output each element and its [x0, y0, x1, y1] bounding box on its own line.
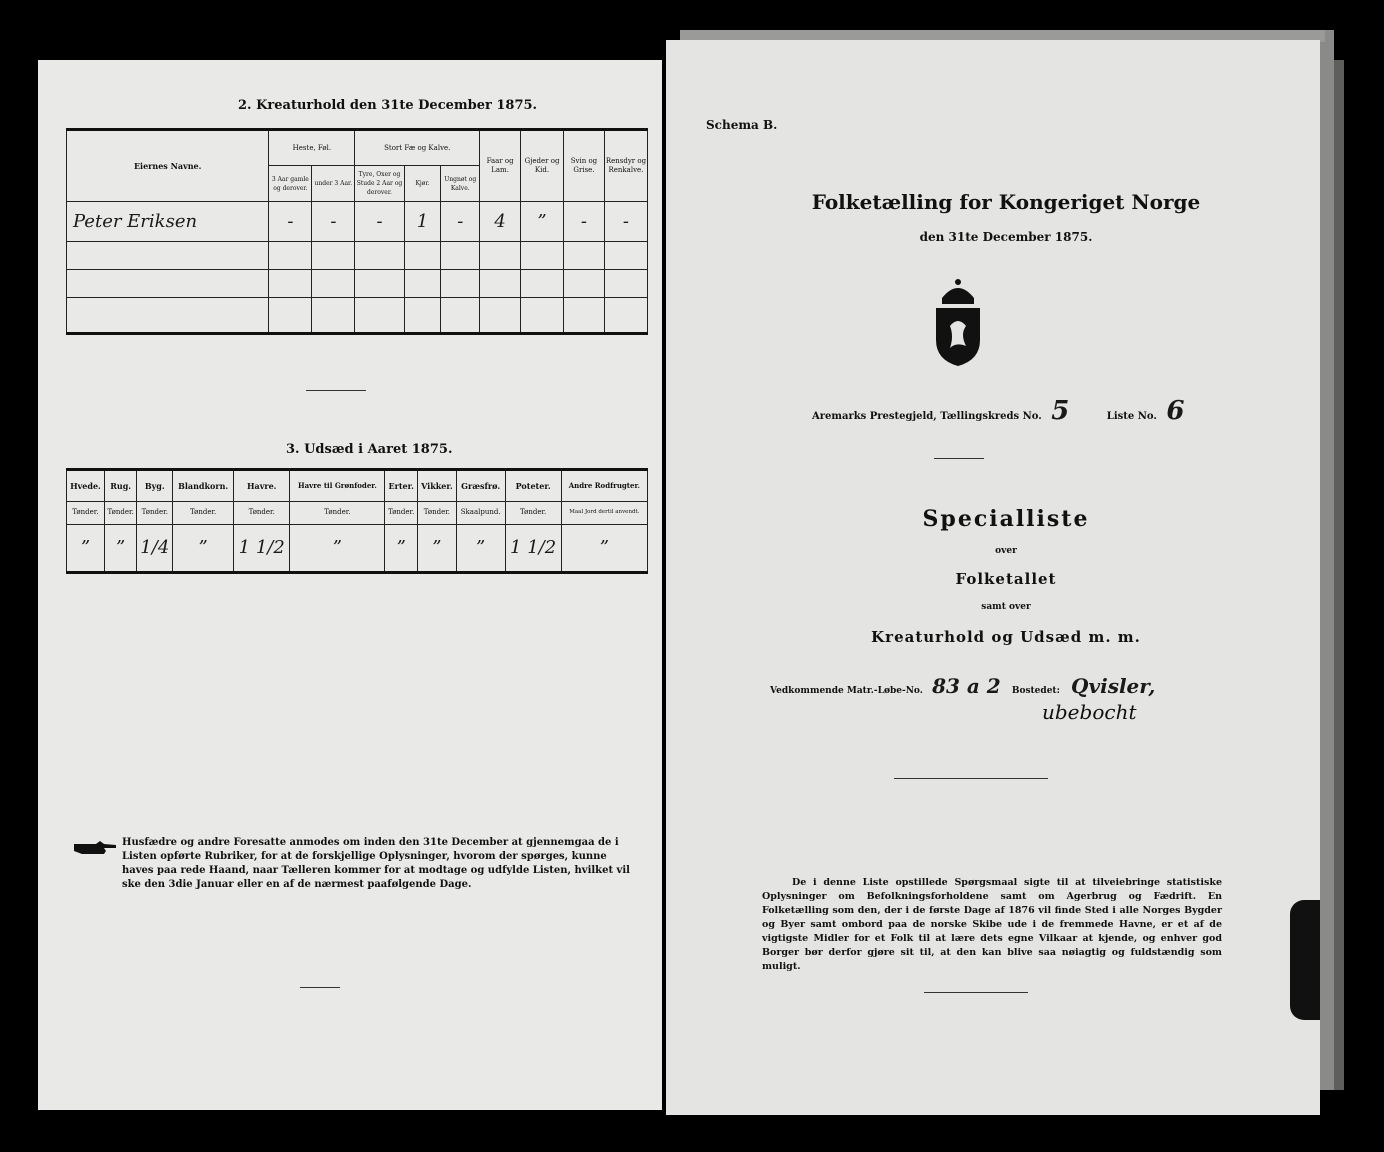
livestock-cell: -: [564, 202, 605, 242]
livestock-cell: -: [312, 202, 355, 242]
seed-unit: Tønder.: [137, 501, 173, 524]
seed-header: Erter.: [385, 470, 418, 502]
goats-header: Gjeder og Kid.: [521, 130, 564, 202]
livestock-table: [66, 128, 648, 335]
livestock-cell: -: [269, 202, 312, 242]
krets-label: Tællingskreds No.: [940, 411, 1042, 422]
seed-unit: Tønder.: [290, 501, 385, 524]
divider-line-bottom: [300, 987, 340, 988]
seed-header: Havre til Grønfoder.: [290, 470, 385, 502]
sheep-header: Faar og Lam.: [480, 130, 521, 202]
bosted-value: Qvisler,: [1071, 674, 1156, 698]
seed-unit: Tønder.: [505, 501, 561, 524]
table-row-empty: [67, 298, 648, 334]
clip-shadow: [1290, 900, 1320, 1020]
table-row-empty: [67, 242, 648, 270]
seed-cell: ”: [290, 524, 385, 572]
seed-header: Rug.: [104, 470, 137, 502]
pointing-hand-icon: [74, 840, 116, 856]
divider-line: [934, 458, 984, 459]
left-page: [38, 60, 662, 1110]
pigs-header: Svin og Grise.: [564, 130, 605, 202]
seed-header: Havre.: [234, 470, 290, 502]
liste-value: 6: [1166, 396, 1185, 426]
horses-under3-header: under 3 Aar.: [312, 166, 355, 202]
seed-cell: 1 1/2: [234, 524, 290, 572]
livestock-cell: ”: [521, 202, 564, 242]
bosted-value-line2: ubebocht: [1042, 700, 1137, 724]
matr-line: [770, 674, 1290, 698]
bosted-label: Bostedet:: [1011, 686, 1060, 696]
livestock-cell: -: [604, 202, 647, 242]
table-row: [67, 524, 648, 572]
divider-line: [306, 390, 366, 391]
table-row-empty: [67, 270, 648, 298]
liste-label: Liste No.: [1106, 411, 1157, 422]
notice-text: Husfædre og andre Foresatte anmodes om inden den 31te December at gjennemgaa de i Listen opførte Rubriker, for at de forskjellige Oplysninger, hvorom der spørges, kunne haves paa rede Haand, naar Tælleren kommer for at modtage og udfylde Listen, hvilket vil ske den 3die Januar eller en af de nærmest paafølgende Dage.: [122, 837, 630, 890]
spec-folketallet: Folketallet: [955, 570, 1057, 588]
spec-kreatur: Kreaturhold og Udsæd m. m.: [871, 628, 1141, 646]
livestock-cell: 4: [480, 202, 521, 242]
seed-cell: ”: [385, 524, 418, 572]
horses-header: Heste, Føl.: [269, 130, 355, 166]
seed-unit: Tønder.: [67, 501, 105, 524]
matr-label: Vedkommende Matr.-Løbe-No.: [770, 686, 923, 696]
seed-unit: Maal Jord dertil anvendt.: [561, 501, 647, 524]
cattle-header: Stort Fæ og Kalve.: [355, 130, 480, 166]
krets-value: 5: [1051, 396, 1070, 426]
seed-cell: ”: [67, 524, 105, 572]
seed-header: Vikker.: [417, 470, 456, 502]
right-page: [666, 40, 1320, 1115]
closing-text: De i denne Liste opstillede Spørgsmaal sigte til at tilveiebringe statistiske Oplysninger om Befolkningsforholdene samt om Agerbrug og Fædrift. En Folketælling som den, der i de første Dage af 1876 vil finde Sted i alle Norges Bygder og Byer samt ombord paa de norske Skibe ude i de fremmede Havne, er et af de vigtigste Midler for et Folk til at lære dets egne Vilkaar at kjende, og enhver god Borger bør derfor gjøre sit til, at den kan blive saa nøiagtig og fuldstændig som muligt.: [762, 877, 1222, 972]
spec-samt: samt over: [981, 602, 1031, 612]
bulls-header: Tyre, Oxer og Stude 2 Aar og derover.: [355, 166, 404, 202]
seed-unit: Tønder.: [234, 501, 290, 524]
cows-header: Kjør.: [404, 166, 441, 202]
seed-header: Blandkorn.: [173, 470, 234, 502]
matr-value: 83 a 2: [932, 674, 1001, 698]
seed-unit: Tønder.: [173, 501, 234, 524]
section2-title: 2. Kreaturhold den 31te December 1875.: [238, 98, 538, 113]
main-title: Folketælling for Kongeriget Norge: [811, 190, 1201, 214]
horses-3plus-header: 3 Aar gamle og derover.: [269, 166, 312, 202]
seed-header: Græsfrø.: [456, 470, 505, 502]
seed-unit: Tønder.: [104, 501, 137, 524]
seed-unit: Tønder.: [385, 501, 418, 524]
table-row: [67, 202, 648, 242]
seed-header: Byg.: [137, 470, 173, 502]
seed-cell: ”: [417, 524, 456, 572]
owner-header: Eiernes Navne.: [67, 130, 269, 202]
schema-label: Schema B.: [706, 118, 778, 132]
district-line: [812, 396, 1312, 426]
seed-cell: 1/4: [137, 524, 173, 572]
livestock-cell: 1: [404, 202, 441, 242]
seed-table: [66, 468, 648, 574]
seed-header: Poteter.: [505, 470, 561, 502]
subtitle: den 31te December 1875.: [919, 230, 1093, 244]
owner-name: Peter Eriksen: [67, 202, 269, 242]
divider-line-long: [894, 778, 1048, 779]
divider-line-bottom: [924, 992, 1028, 993]
seed-cell: ”: [173, 524, 234, 572]
page-stack-edge-outer: [1334, 60, 1344, 1090]
young-header: Ungnøt og Kalve.: [441, 166, 480, 202]
seed-header: Andre Rodfrugter.: [561, 470, 647, 502]
reindeer-header: Rensdyr og Renkalve.: [604, 130, 647, 202]
spec-title: Specialliste: [922, 506, 1090, 532]
livestock-cell: -: [355, 202, 404, 242]
seed-cell: ”: [104, 524, 137, 572]
seed-cell: 1 1/2: [505, 524, 561, 572]
spec-over: over: [995, 546, 1017, 556]
section3-title: 3. Udsæd i Aaret 1875.: [286, 442, 453, 457]
seed-header: Hvede.: [67, 470, 105, 502]
prestegjeld-label: Aremarks Prestegjeld,: [812, 411, 937, 422]
livestock-cell: -: [441, 202, 480, 242]
seed-unit: Skaalpund.: [456, 501, 505, 524]
seed-unit: Tønder.: [417, 501, 456, 524]
norway-coat-of-arms-icon: [930, 276, 986, 368]
seed-cell: ”: [561, 524, 647, 572]
seed-cell: ”: [456, 524, 505, 572]
page-stack-edge: [1320, 30, 1334, 1090]
